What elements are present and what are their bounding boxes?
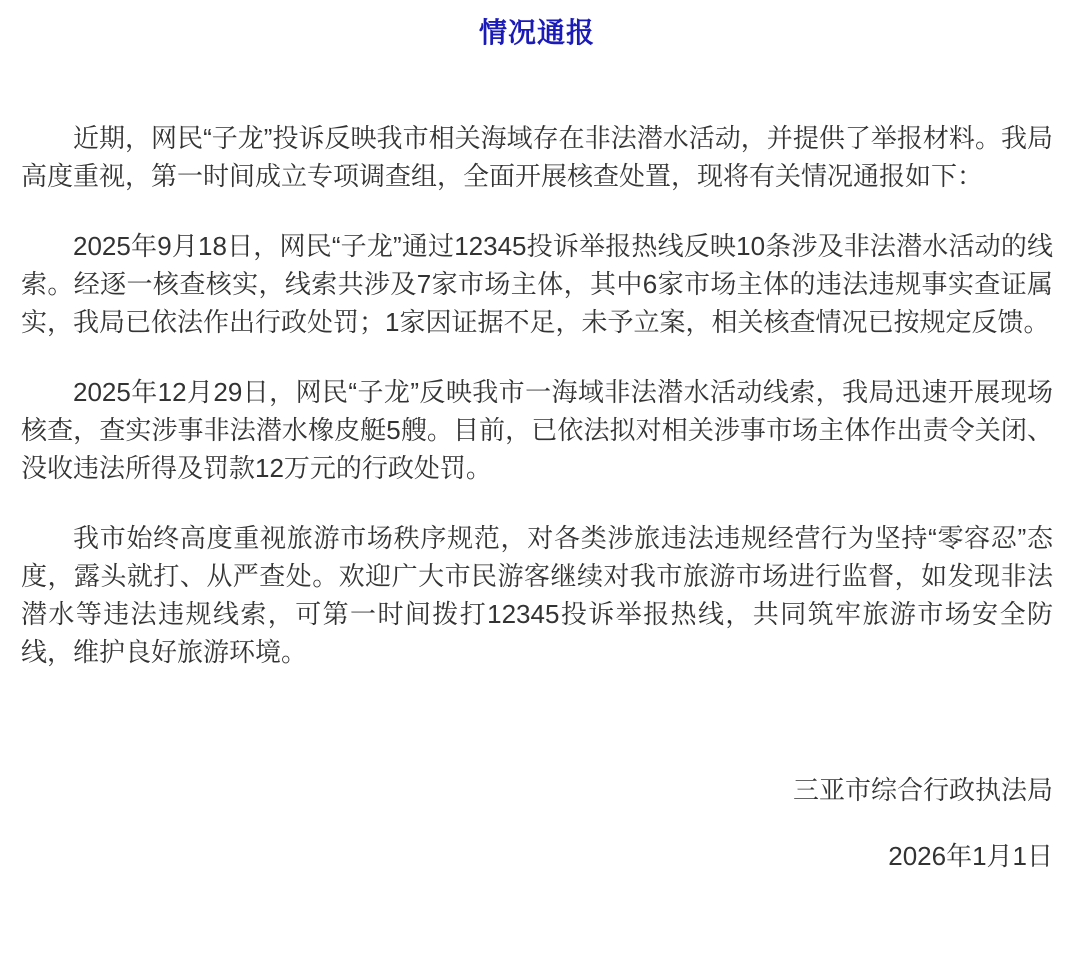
- notice-body: [21, 119, 1053, 671]
- paragraph-closing: 我市始终高度重视旅游市场秩序规范，对各类涉旅违法违规经营行为坚持“零容忍”态度，露头就打、从严查处。欢迎广大市民游客继续对我市旅游市场进行监督，如发现非法潜水等违法违规线索，可第一时间拨打12345投诉举报热线，共同筑牢旅游市场安全防线，维护良好旅游环境。: [21, 523, 1053, 667]
- paragraph-sept-report: 2025年9月18日，网民“子龙”通过12345投诉举报热线反映10条涉及非法潜水活动的线索。经逐一核查核实，线索共涉及7家市场主体，其中6家市场主体的违法违规事实查证属实，我局已依法作出行政处罚；1家因证据不足，未予立案，相关核查情况已按规定反馈。: [21, 231, 1053, 337]
- issuing-authority: 三亚市综合行政执法局: [792, 775, 1053, 805]
- paragraph-dec-report: 2025年12月29日，网民“子龙”反映我市一海域非法潜水活动线索，我局迅速开展现场核查，查实涉事非法潜水橡皮艇5艘。目前，已依法拟对相关涉事市场主体作出责令关闭、没收违法所得及罚款12万元的行政处罚。: [21, 377, 1053, 483]
- issue-date: 2026年1月1日: [888, 841, 1053, 871]
- notice-title: 情况通报: [478, 17, 595, 48]
- paragraph-intro: 近期，网民“子龙”投诉反映我市相关海域存在非法潜水活动，并提供了举报材料。我局高度重视，第一时间成立专项调查组，全面开展核查处置，现将有关情况通报如下：: [21, 123, 1053, 191]
- signature-block: [21, 771, 1053, 875]
